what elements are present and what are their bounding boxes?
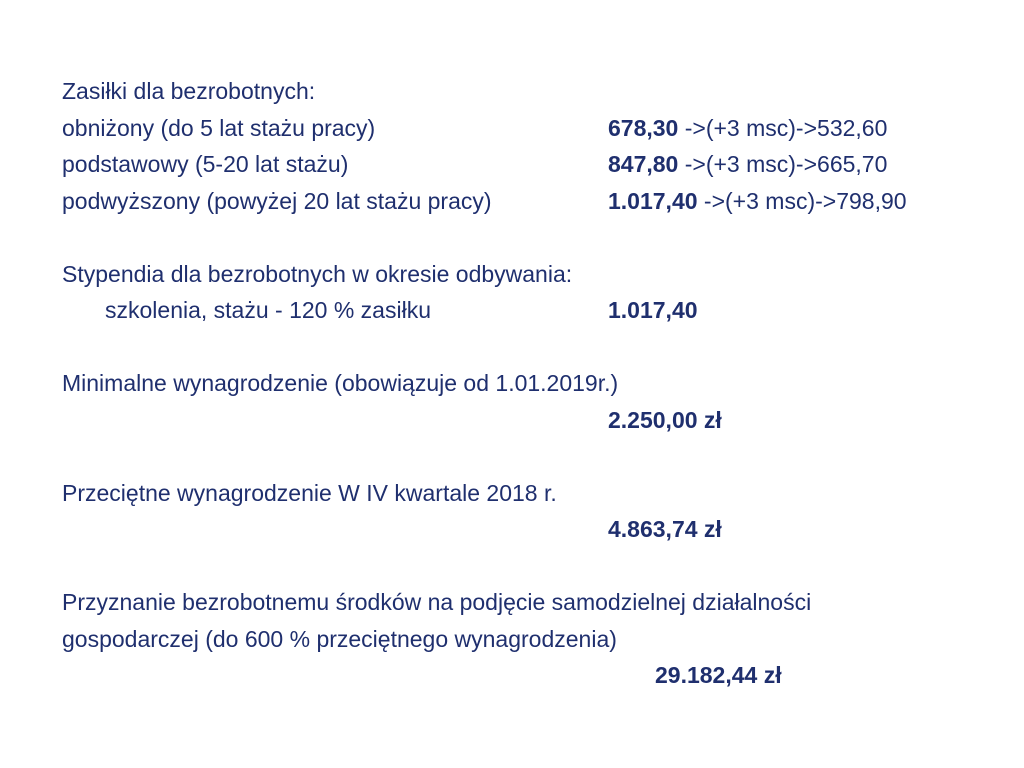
benefit-row-basic bbox=[62, 146, 1002, 183]
stipend-label: szkolenia, stażu - 120 % zasiłku bbox=[105, 297, 431, 323]
benefits-heading: Zasiłki dla bezrobotnych: bbox=[62, 78, 316, 104]
benefit-change: ->(+3 msc)->532,60 bbox=[678, 114, 888, 141]
min-wage-row bbox=[62, 402, 1002, 439]
grant-line-2: gospodarczej (do 600 % przeciętnego wynagrodzenia) bbox=[62, 625, 617, 652]
benefit-amount: 678,30 bbox=[608, 114, 679, 141]
benefit-label: podwyższony (powyżej 20 lat stażu pracy) bbox=[62, 187, 492, 214]
benefit-row-reduced bbox=[62, 110, 1002, 147]
slide-content bbox=[62, 73, 1002, 694]
avg-wage-heading: Przeciętne wynagrodzenie W IV kwartale 2018 r. bbox=[62, 479, 557, 506]
stipend-row bbox=[62, 292, 1002, 329]
avg-wage-amount: 4.863,74 zł bbox=[608, 516, 722, 542]
benefit-amount: 1.017,40 bbox=[608, 187, 698, 214]
spacer bbox=[62, 329, 1002, 366]
benefit-value bbox=[608, 183, 907, 220]
spacer bbox=[62, 219, 1002, 256]
spacer bbox=[62, 548, 1002, 585]
spacer bbox=[62, 438, 1002, 475]
benefit-change: ->(+3 msc)->665,70 bbox=[678, 151, 888, 177]
stipend-heading: Stypendia dla bezrobotnych w okresie odbywania: bbox=[62, 260, 573, 287]
benefit-change: ->(+3 msc)->798,90 bbox=[697, 187, 907, 214]
grant-amount: 29.182,44 zł bbox=[655, 662, 782, 688]
stipend-amount: 1.017,40 bbox=[608, 297, 698, 323]
benefit-value bbox=[608, 110, 887, 147]
grant-line-1: Przyznanie bezrobotnemu środków na podjęcie samodzielnej działalności bbox=[62, 589, 812, 615]
benefit-row-increased bbox=[62, 183, 1002, 220]
benefit-label: obniżony (do 5 lat stażu pracy) bbox=[62, 114, 376, 141]
benefit-label: podstawowy (5-20 lat stażu) bbox=[62, 151, 349, 177]
benefit-value bbox=[608, 146, 887, 183]
min-wage-heading: Minimalne wynagrodzenie (obowiązuje od 1.01.2019r.) bbox=[62, 370, 619, 396]
grant-row bbox=[62, 657, 1002, 694]
avg-wage-row bbox=[62, 511, 1002, 548]
benefit-amount: 847,80 bbox=[608, 151, 679, 177]
min-wage-amount: 2.250,00 zł bbox=[608, 406, 722, 433]
